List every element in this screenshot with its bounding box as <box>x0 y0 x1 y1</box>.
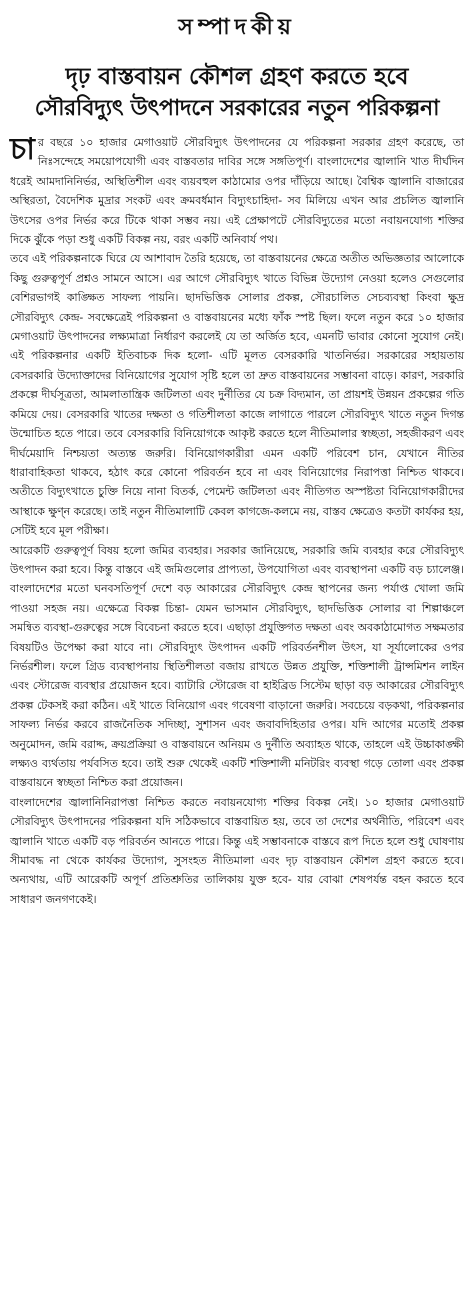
paragraph-2: তবে এই পরিকল্পনাকে ঘিরে যে আশাবাদ তৈরি হয়েছে, তা বাস্তবায়নের ক্ষেত্রে অতীত অভিজ্ঞতার আলোকে কিছু গুরুত্বপূর্ণ প্রশ্নও সামনে আসে। এর আগে সৌরবিদ্যুৎ খাতে বিভিন্ন উদ্যোগ নেওয়া হলেও সেগুলোর বেশিরভাগই কাঙ্ক্ষিত সাফল্য পায়নি। ছাদভিত্তিক সোলার প্রকল্প, সৌরচালিত সেচব্যবস্থা কিংবা ক্ষুদ্র সৌরবিদ্যুৎ কেন্দ্র- সবক্ষেত্রেই পরিকল্পনা ও বাস্তবায়নের মধ্যে ফাঁক স্পষ্ট ছিল। ফলে নতুন করে ১০ হাজার মেগাওয়াট উৎপাদনের লক্ষ্যমাত্রা নির্ধারণ করলেই যে তা অর্জিত হবে, এমনটি ভাবার কোনো সুযোগ নেই। এই পরিকল্পনার একটি ইতিবাচক দিক হলো- এটি মূলত বেসরকারি খাতনির্ভর। সরকারের সহায়তায় বেসরকারি উদ্যোক্তাদের বিনিয়োগের সুযোগ সৃষ্টি হলে তা দ্রুত বাস্তবায়নের সম্ভাবনা বাড়ে। কারণ, সরকারি প্রকল্পে দীর্ঘসূত্রতা, আমলাতান্ত্রিক জটিলতা এবং দুর্নীতির যে চক্র বিদ্যমান, তা প্রায়শই উন্নয়ন প্রকল্পের গতি কমিয়ে দেয়। বেসরকারি খাতের দক্ষতা ও গতিশীলতা কাজে লাগাতে পারলে সৌরবিদ্যুৎ খাতে নতুন দিগন্ত উন্মোচিত হতে পারে। তবে বেসরকারি বিনিয়োগকে আকৃষ্ট করতে হলে নীতিমালার স্বচ্ছতা, সহজীকরণ এবং দীর্ঘমেয়াদি নিশ্চয়তা অত্যন্ত জরুরি। বিনিয়োগকারীরা এমন একটি পরিবেশ চান, যেখানে নীতির ধারাবাহিকতা থাকবে, হঠাৎ করে কোনো পরিবর্তন হবে না এবং বিনিয়োগের নিরাপত্তা নিশ্চিত থাকবে। অতীতে বিদ্যুৎখাতে চুক্তি নিয়ে নানা বিতর্ক, পেমেন্ট জটিলতা এবং নীতিগত অস্পষ্টতা বিনিয়োগকারীদের আস্থাকে ক্ষুণ্ন করেছে। তাই নতুন নীতিমালাটি কেবল কাগজে-কলমে নয়, বাস্তব ক্ষেত্রেও কতটা কার্যকর হয়, সেটিই হবে মূল পরীক্ষা। <box>10 252 464 538</box>
headline: দৃঢ় বাস্তবায়ন কৌশল গ্রহণ করতে হবে <box>65 64 409 90</box>
paragraph-1 <box>10 133 464 249</box>
drop-cap: চা <box>10 132 35 167</box>
section-label: সম্পাদকীয় <box>178 15 296 40</box>
paragraph-3: আরেকটি গুরুত্বপূর্ণ বিষয় হলো জমির ব্যবহার। সরকার জানিয়েছে, সরকারি জমি ব্যবহার করে সৌরবিদ্যুৎ উৎপাদন করা হবে। কিন্তু বাস্তবে এই জমিগুলোর প্রাপ্যতা, উপযোগিতা এবং ব্যবস্থাপনা একটি বড় চ্যালেঞ্জ। বাংলাদেশের মতো ঘনবসতিপূর্ণ দেশে বড় আকারের সৌরবিদ্যুৎ কেন্দ্র স্থাপনের জন্য পর্যাপ্ত খোলা জমি পাওয়া সহজ নয়। এক্ষেত্রে বিকল্প চিন্তা- যেমন ভাসমান সৌরবিদ্যুৎ, ছাদভিত্তিক সোলার বা শিল্পাঞ্চলে সমন্বিত ব্যবস্থা-গুরুত্বের সঙ্গে বিবেচনা করতে হবে। এছাড়া প্রযুক্তিগত দক্ষতা এবং অবকাঠামোগত সক্ষমতার বিষয়টিও উপেক্ষা করা যাবে না। সৌরবিদ্যুৎ উৎপাদন একটি পরিবর্তনশীল উৎস, যা সূর্যালোকের ওপর নির্ভরশীল। ফলে গ্রিড ব্যবস্থাপনায় স্থিতিশীলতা বজায় রাখতে উন্নত প্রযুক্তি, শক্তিশালী ট্রান্সমিশন লাইন এবং স্টোরেজ ব্যবস্থার প্রয়োজন হবে। ব্যাটারি স্টোরেজ বা হাইব্রিড সিস্টেম ছাড়া বড় আকারের সৌরবিদ্যুৎ প্রকল্প টেকসই করা কঠিন। এই খাতে বিনিয়োগ এবং গবেষণা বাড়ানো জরুরি। সবচেয়ে বড়কথা, পরিকল্পনার সাফল্য নির্ভর করবে রাজনৈতিক সদিচ্ছা, সুশাসন এবং জবাবদিহিতার ওপর। যদি আগের মতোই প্রকল্প অনুমোদন, জমি বরাদ্দ, ক্রয়প্রক্রিয়া ও বাস্তবায়নে অনিয়ম ও দুর্নীতি অব্যাহত থাকে, তাহলে এই উচ্চাকাঙ্ক্ষী লক্ষ্যও ব্যর্থতায় পর্যবসিত হবে। তাই শুরু থেকেই একটি শক্তিশালী মনিটরিং ব্যবস্থা গড়ে তোলা এবং প্রকল্প বাস্তবায়নে স্বচ্ছতা নিশ্চিত করা প্রয়োজন। <box>10 543 464 790</box>
article-body <box>10 133 464 909</box>
subheadline: সৌরবিদ্যুৎ উৎপাদনে সরকারের নতুন পরিকল্পনা <box>34 96 440 121</box>
paragraph-4: বাংলাদেশের জ্বালানিনিরাপত্তা নিশ্চিত করতে নবায়নযোগ্য শক্তির বিকল্প নেই। ১০ হাজার মেগাওয়াট সৌরবিদ্যুৎ উৎপাদনের পরিকল্পনা যদি সঠিকভাবে বাস্তবায়িত হয়, তবে তা দেশের অর্থনীতি, পরিবেশ এবং জ্বালানি খাতে একটি বড় পরিবর্তন আনতে পারে। কিন্তু এই সম্ভাবনাকে বাস্তবে রূপ দিতে হলে শুধু ঘোষণায় সীমাবদ্ধ না থেকে কার্যকর উদ্যোগ, সুসংহত নীতিমালা এবং দৃঢ় বাস্তবায়ন কৌশল গ্রহণ করতে হবে। অন্যথায়, এটি আরেকটি অপূর্ণ প্রতিশ্রুতির তালিকায় যুক্ত হবে- যার বোঝা শেষপর্যন্ত বহন করতে হবে সাধারণ জনগণকেই। <box>10 795 464 906</box>
paragraph-1-text: র বছরে ১০ হাজার মেগাওয়াট সৌরবিদ্যুৎ উৎপাদনের যে পরিকল্পনা সরকার গ্রহণ করেছে, তা নিঃসন্দেহে সময়োপযোগী এবং বাস্তবতার দাবির সঙ্গে সঙ্গতিপূর্ণ। বাংলাদেশের জ্বালানি খাত দীর্ঘদিন ধরেই আমদানিনির্ভর, অস্থিতিশীল এবং ব্যয়বহুল কাঠামোর ওপর দাঁড়িয়ে আছে। বৈশ্বিক জ্বালানি বাজারের অস্থিরতা, বৈদেশিক মুদ্রার সংকট এবং ক্রমবর্ধমান বিদ্যুৎচাহিদা- সব মিলিয়ে এখন আর প্রচলিত জ্বালানি উৎসের ওপর নির্ভর করে টিকে থাকা সম্ভব নয়। এই প্রেক্ষাপটে সৌরবিদ্যুতের মতো নবায়নযোগ্য শক্তির দিকে ঝুঁকে পড়া শুধু একটি বিকল্প নয়, বরং একটি অনিবার্য পথ। <box>10 136 464 247</box>
